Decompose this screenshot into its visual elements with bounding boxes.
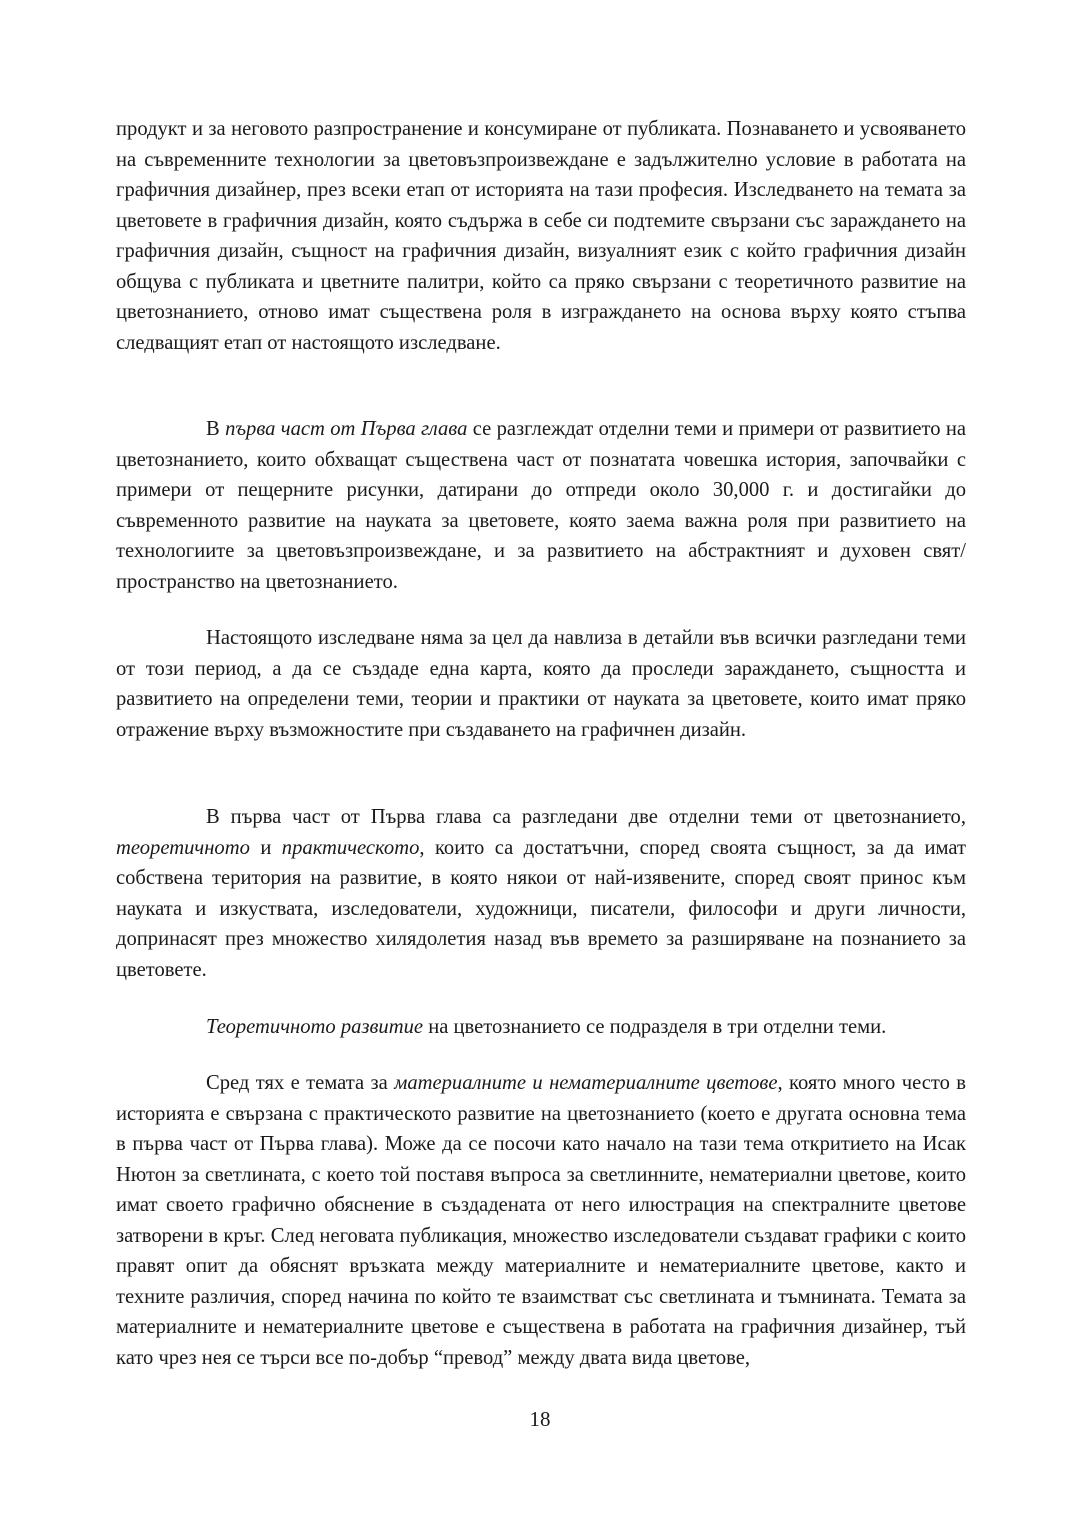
page-number: 18	[529, 1407, 551, 1431]
paragraph-4-italic-theoretical: теоретичното	[116, 836, 250, 859]
paragraph-6-part-a: Сред тях е темата за	[206, 1072, 395, 1094]
paragraph-3	[116, 623, 966, 745]
paragraph-4-italic-practical: практическото	[281, 836, 420, 859]
paragraph-2-italic: първа част от Първа глава	[225, 418, 468, 440]
paragraph-6-italic: материалните и нематериалните цветове	[394, 1072, 778, 1094]
paragraph-2	[116, 414, 966, 597]
paragraph-5-italic: Теоретичното развитие	[206, 1016, 424, 1038]
paragraph-6-part-c: , която много често в историята е свързана с практическото развитие на цветознанието (което е другата основна тема в първа част от Първа глава). Може да се посочи като начало на тази тема откритието на Исак Нютон за светлината, с което той поставя въпроса за светлинните, нематериални цветове, които имат своето графично обяснение в създадената от него илюстрация на спектралните цветове затворени в кръг. След неговата публикация, множество изследователи създават графики с които правят опит да обяснят връзката между материалните и нематериалните цветове, както и техните различия, според начина по който те взаимстват със светлината и тъмнината. Темата за материалните и нематериалните цветове е съществена в работата на графичния дизайнер, тъй като чрез нея се търси все по-добър “превод” между двата вида цветове,	[116, 1072, 966, 1369]
paragraph-4	[116, 802, 966, 985]
paragraph-5-part-b: на цветознанието се подразделя в три отделни теми.	[423, 1016, 887, 1038]
paragraph-2-part-a: В	[206, 418, 226, 440]
paragraph-4-part-a: В първа част от Първа глава са разгледани две отделни теми от цветознанието,	[206, 806, 966, 828]
paragraph-6	[116, 1068, 966, 1373]
paragraph-3-text: Настоящото изследване няма за цел да навлиза в детайли във всички разгледани теми от този период, а да се създаде една карта, която да проследи зараждането, същността и развитието на определени теми, теории и практики от науката за цветовете, които имат пряко отражение върху възможностите при създаването на графичнен дизайн.	[116, 627, 966, 741]
paragraph-2-part-c: се разглеждат отделни теми и примери от развитието на цветознанието, които обхващат съществена част от познатата човешка история, започвайки с примери от пещерните рисунки, датирани до отпреди около 30,000 г. и достигайки до съвременното развитие на науката за цветовете, която заема важна роля при развитието на технологиите за цветовъзпроизвеждане, и за развитието на абстрактният и духовен свят/пространство на цветознанието.	[116, 418, 966, 593]
paragraph-4-part-c: и	[249, 836, 282, 859]
paragraph-5	[116, 1012, 966, 1043]
paragraph-1	[116, 114, 966, 358]
paragraph-4-part-e: , които са достатъчни, според своята същност, за да имат собствена територия на развитие, в която някои от най-изявените, според своят принос към науката и изкуствата, изследователи, художници, писатели, философи и други личности, допринасят през множество хилядолетия назад във времето за разширяване на познанието за цветовете.	[116, 836, 966, 981]
paragraph-1-text: продукт и за неговото разпространение и консумиране от публиката. Познаването и усвояването на съвременните технологии за цветовъзпроизвеждане е задължително условие в работата на графичния дизайнер, през всеки етап от историята на тази професия. Изследването на темата за цветовете в графичния дизайн, която съдържа в себе си подтемите свързани със зараждането на графичния дизайн, същност на графичния дизайн, визуалният език с който графичния дизайн общува с публиката и цветните палитри, който са пряко свързани с теоретичното развитие на цветознанието, отново имат съществена роля в изграждането на основа върху която стъпва следващият етап от настоящото изследване.	[116, 118, 966, 354]
